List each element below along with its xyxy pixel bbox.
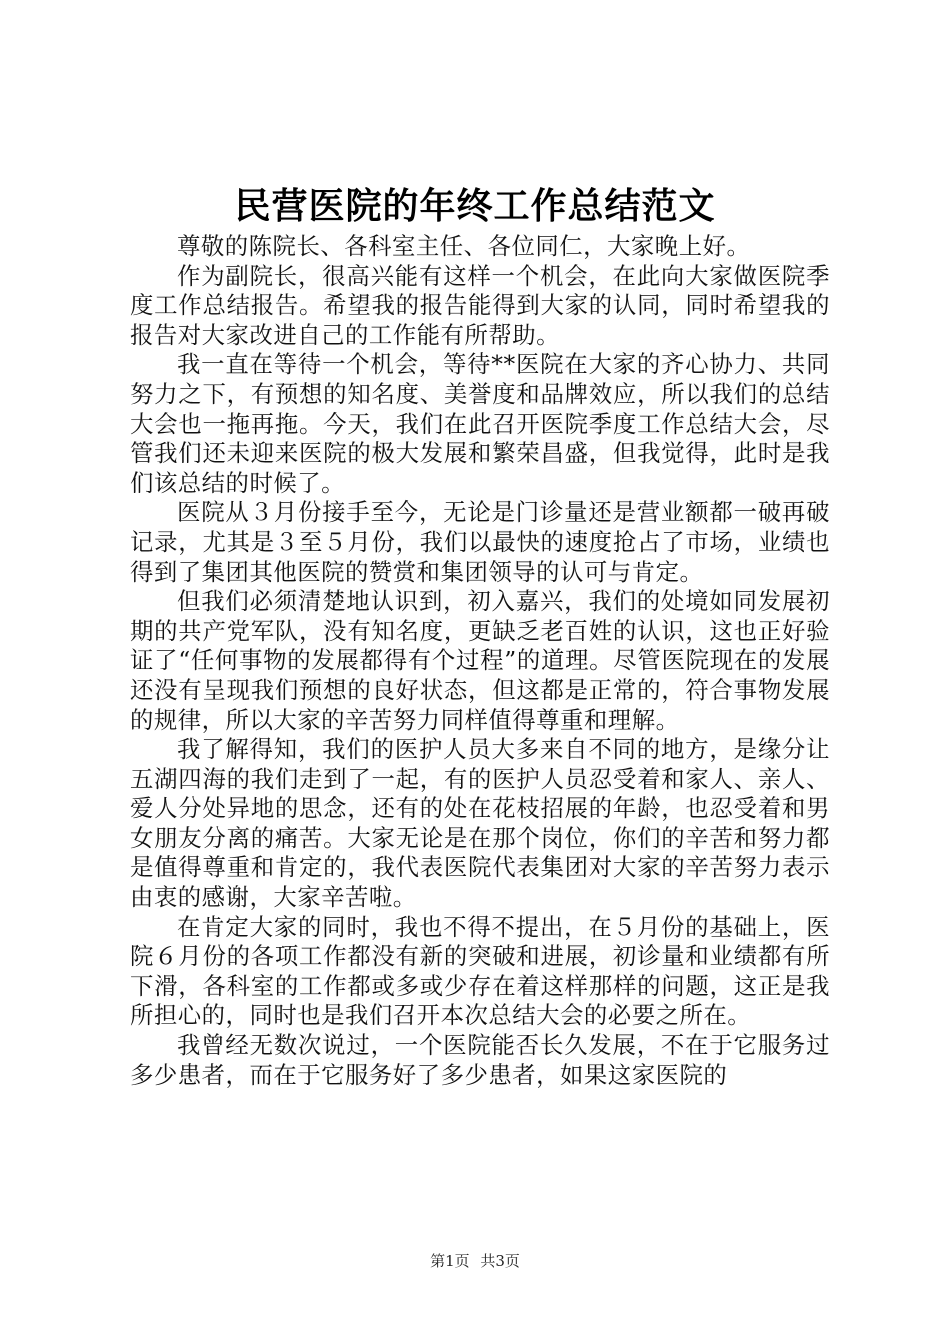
paragraph: 我一直在等待一个机会，等待**医院在大家的齐心协力、共同努力之下，有预想的知名度、美誉度和品牌效应，所以我们的总结大会也一拖再拖。今天，我们在此召开医院季度工作总结大会，尽管我们还未迎来医院的极大发展和繁荣昌盛，但我觉得，此时是我们该总结的时候了。: [130, 350, 830, 497]
paragraph: 我了解得知，我们的医护人员大多来自不同的地方，是缘分让五湖四海的我们走到了一起，有的医护人员忍受着和家人、亲人、爱人分处异地的思念，还有的处在花枝招展的年龄，也忍受着和男女朋友分离的痛苦。大家无论是在那个岗位，你们的辛苦和努力都是值得尊重和肯定的，我代表医院代表集团对大家的辛苦努力表示由衷的感谢，大家辛苦啦。: [130, 735, 830, 912]
document-body: [130, 232, 830, 1090]
paragraph: 作为副院长，很高兴能有这样一个机会，在此向大家做医院季度工作总结报告。希望我的报告能得到大家的认同，同时希望我的报告对大家改进自己的工作能有所帮助。: [130, 261, 830, 349]
document-title: 民营医院的年终工作总结范文: [234, 186, 716, 227]
paragraph: 在肯定大家的同时，我也不得不提出，在５月份的基础上，医院６月份的各项工作都没有新的突破和进展，初诊量和业绩都有所下滑，各科室的工作都或多或少存在着这样那样的问题，这正是我所担心的，同时也是我们召开本次总结大会的必要之所在。: [130, 912, 830, 1030]
paragraph: 我曾经无数次说过，一个医院能否长久发展，不在于它服务过多少患者，而在于它服务好了多少患者，如果这家医院的: [130, 1031, 830, 1089]
paragraph: 尊敬的陈院长、各科室主任、各位同仁，大家晚上好。: [177, 232, 751, 260]
paragraph: 医院从３月份接手至今，无论是门诊量还是营业额都一破再破记录，尤其是３至５月份，我们以最快的速度抢占了市场，业绩也得到了集团其他医院的赞赏和集团领导的认可与肯定。: [130, 498, 830, 586]
page-number: 第1页: [430, 1252, 470, 1270]
paragraph: 但我们必须清楚地认识到，初入嘉兴，我们的处境如同发展初期的共产党军队，没有知名度，更缺乏老百姓的认识，这也正好验证了“任何事物的发展都得有个过程”的道理。尽管医院现在的发展还没有呈现我们预想的良好状态，但这都是正常的，符合事物发展的规律，所以大家的辛苦努力同样值得尊重和理解。: [130, 587, 830, 734]
page-total: 共3页: [480, 1252, 520, 1270]
page-footer: [0, 1251, 950, 1271]
